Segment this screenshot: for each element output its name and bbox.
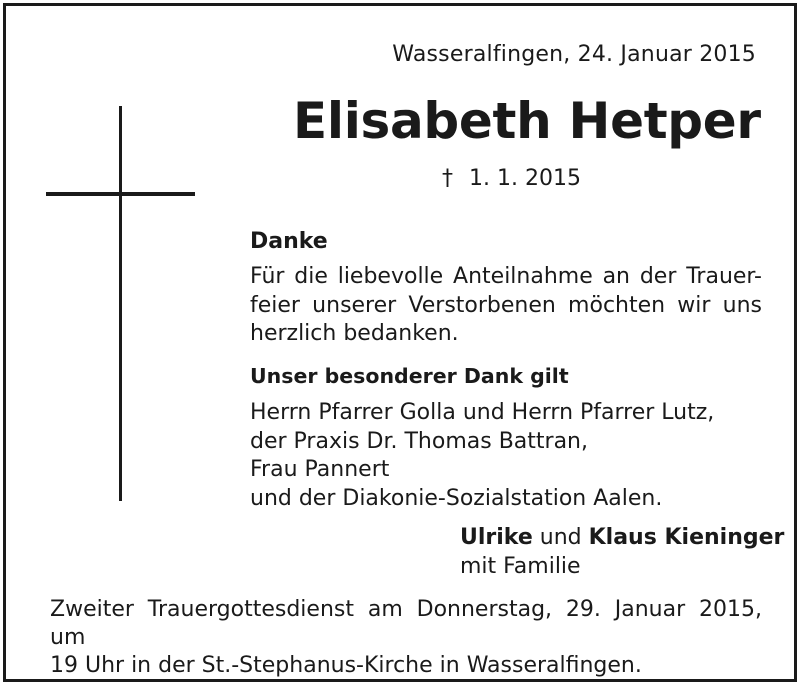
service-line: Zweiter Trauergottesdienst am Donnerstag, 29. Januar 2015, um <box>50 597 762 650</box>
thanks-heading: Danke <box>250 229 328 254</box>
signer-first-name: Ulrike <box>460 525 533 550</box>
deceased-name: Elisabeth Hetper <box>293 92 761 150</box>
cross-horizontal-bar <box>46 192 195 196</box>
death-date: 1. 1. 2015 <box>469 166 581 191</box>
special-thanks-heading: Unser besonderer Dank gilt <box>250 364 569 388</box>
signer-names <box>460 524 784 553</box>
special-thanks-line: Frau Pannert <box>250 457 390 482</box>
service-line: 19 Uhr in der St.-Stephanus-Kirche in Wasseralfingen. <box>50 653 642 678</box>
dagger-icon: † <box>442 166 453 191</box>
signer-family: mit Familie <box>460 553 581 579</box>
special-thanks-line: und der Diakonie-Sozialstation Aalen. <box>250 485 663 511</box>
obituary-notice <box>3 3 797 682</box>
special-thanks-line: Herrn Pfarrer Golla und Herrn Pfarrer Lutz, <box>250 400 715 425</box>
thanks-line: feier unserer Verstorbenen möchten wir uns <box>250 292 762 318</box>
special-thanks-line: der Praxis Dr. Thomas Battran, <box>250 428 588 454</box>
place-date: Wasseralfingen, 24. Januar 2015 <box>392 42 756 67</box>
special-thanks-list <box>250 399 762 513</box>
cross-vertical-bar <box>119 106 122 501</box>
thanks-text <box>250 263 762 349</box>
signer-second-name: Klaus Kieninger <box>588 525 785 550</box>
signers <box>460 524 784 581</box>
death-date-line <box>442 166 581 191</box>
thanks-line: herzlich bedanken. <box>250 321 459 346</box>
signer-connector: und <box>539 525 582 550</box>
thanks-line: Für die liebevolle Anteilnahme an der Trauer- <box>250 264 762 289</box>
service-announcement <box>50 596 762 680</box>
